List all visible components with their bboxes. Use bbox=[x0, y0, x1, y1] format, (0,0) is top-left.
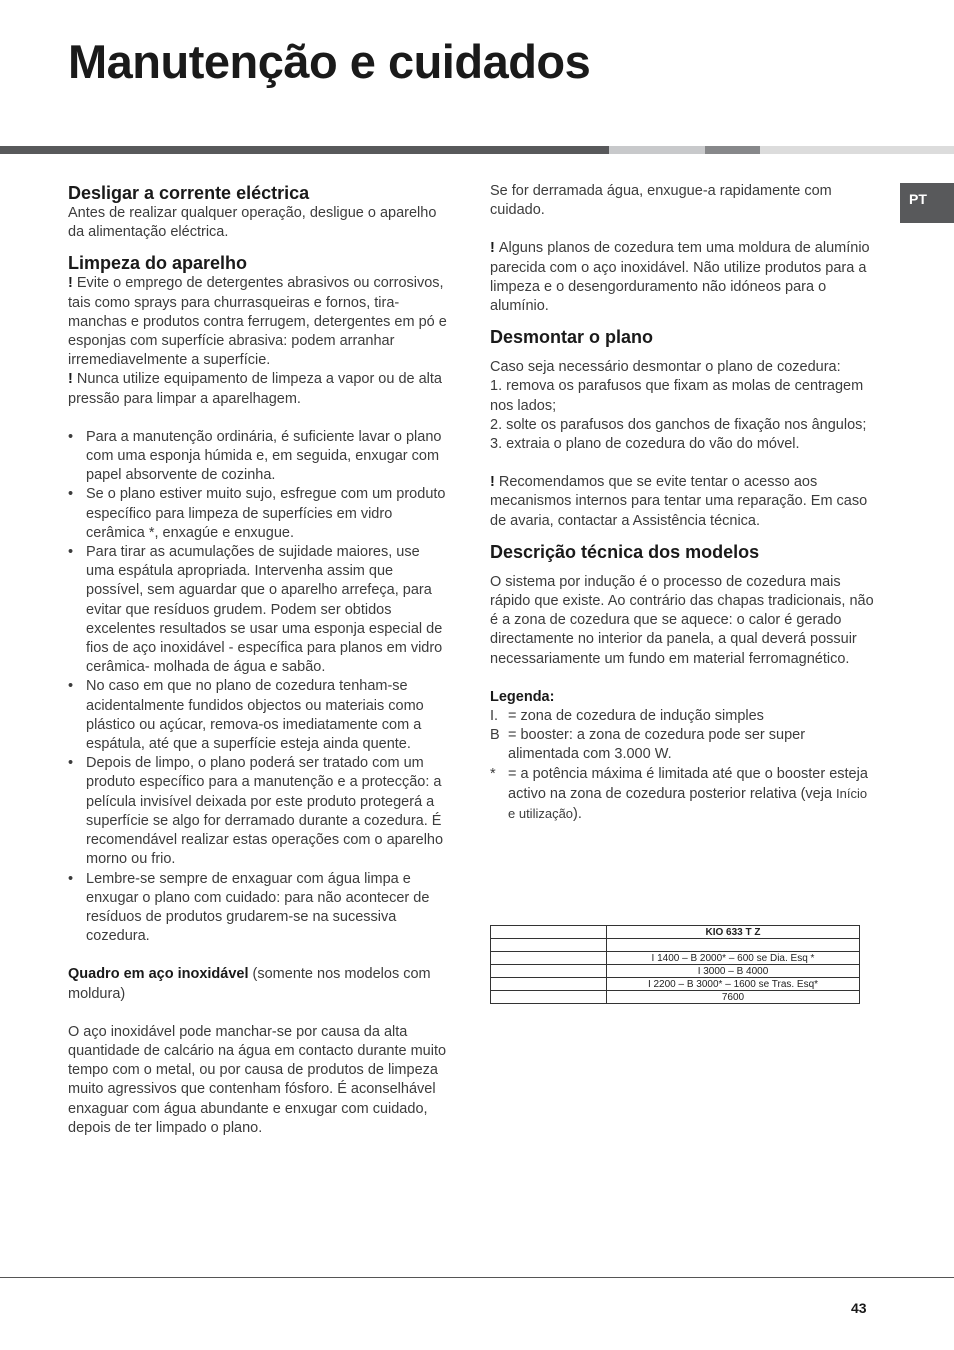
induction-description: O sistema por indução é o processo de cozedura mais rápido que existe. Ao contrário das chapas tradicionais, não é a zona de cozedura que se aquece: o calor é gerado directamente no interior da panela, a qual deverá possuir necessariamente um fundo em material ferromagnético. bbox=[490, 573, 874, 667]
dismantle-step: 3. extraia o plano de cozedura do vão do móvel. bbox=[490, 436, 800, 453]
legend-title: Legenda: bbox=[490, 688, 555, 705]
table-row bbox=[491, 939, 860, 952]
list-item: • Para a manutenção ordinária, é suficiente lavar o plano com uma esponja húmida e, em seguida, enxugar com papel absorvente de cozinha. bbox=[68, 428, 448, 486]
warning-mark: ! bbox=[490, 240, 495, 257]
heading-cleaning: Limpeza do aparelho bbox=[68, 253, 248, 274]
dismantle-step: 2. solte os parafusos dos ganchos de fixação nos ângulos; bbox=[490, 416, 867, 433]
header-bar-dark bbox=[0, 146, 609, 154]
legend-item: * = a potência máxima é limitada até que o booster esteja activo na zona de cozedura posterior relativa (veja Início e utilização). bbox=[490, 765, 868, 823]
list-item: • No caso em que no plano de cozedura tenham-se acidentalmente fundidos objectos ou materiais como plástico ou açúcar, remova-os imediatamente com a espátula, até que a superfície esteja ainda quente. bbox=[68, 677, 448, 754]
header-bar-pale bbox=[760, 146, 954, 154]
dismantle-intro: Caso seja necessário desmontar o plano de cozedura: bbox=[490, 359, 841, 376]
language-tab: PT bbox=[900, 183, 954, 223]
stainless-steel-text: O aço inoxidável pode manchar-se por causa da alta quantidade de calcário na água em contacto durante muito tempo com o metal, ou por causa de produtos de limpeza muito agressivos que contenham fósforo. É aconselhável enxaguar com água abundante e enxugar com cuidado, depois de ter limpado o plano. bbox=[68, 1023, 447, 1136]
table-row: I 2200 – B 3000* – 1600 se Tras. Esq* bbox=[491, 978, 860, 991]
list-item: • Depois de limpo, o plano poderá ser tratado com um produto específico para a manutenção e a protecção: a película invisível deixada por este produto protegerá a superfície se algo for derramado durante a cozedura. É recomendável realizar estas operações com o aparelho morno ou frio. bbox=[68, 754, 448, 869]
legend-item: B = booster: a zona de cozedura pode ser super alimentada com 3.000 W. bbox=[490, 727, 806, 763]
warning-mark: ! bbox=[490, 474, 495, 491]
header-bar-light bbox=[609, 146, 705, 154]
table-row: I 1400 – B 2000* – 600 se Dia. Esq * bbox=[491, 952, 860, 965]
heading-disconnect-power: Desligar a corrente eléctrica bbox=[68, 183, 310, 203]
header-bar-mid bbox=[705, 146, 760, 154]
section-reference: Início e utilização bbox=[508, 785, 868, 822]
dismantle-step: 1. remova os parafusos que fixam as molas de centragem nos lados; bbox=[490, 378, 864, 414]
page-title: Manutenção e cuidados bbox=[68, 35, 591, 88]
repair-warning: ! Recomendamos que se evite tentar o acesso aos mecanismos internos para tentar uma reparação. Em caso de avaria, contactar a Assistência técnica. bbox=[490, 474, 868, 529]
footer-rule bbox=[0, 1277, 954, 1278]
warning-mark: ! bbox=[68, 275, 73, 292]
water-spill-text: Se for derramada água, enxugue-a rapidamente com cuidado. bbox=[490, 183, 832, 219]
heading-technical-description: Descrição técnica dos modelos bbox=[490, 541, 760, 562]
warning-mark: ! bbox=[68, 371, 73, 388]
list-item: • Para tirar as acumulações de sujidade maiores, use uma espátula apropriada. Intervenha assim que possível, sem aguardar que o aparelho arrefeça, para evitar que resíduos grudem. Podem ser obtidos excelentes resultados se usar uma esponja especial de fios de aço inoxidável - específica para planos em vidro cerâmica- molhada de água e sabão. bbox=[68, 543, 448, 677]
right-column bbox=[490, 182, 875, 824]
table-row: 7600 bbox=[491, 991, 860, 1004]
list-item: • Lembre-se sempre de enxaguar com água limpa e enxugar o plano com cuidado: para não acontecer de resíduos de produtos grudarem-se na sucessiva cozedura. bbox=[68, 870, 448, 947]
table-header-model: KIO 633 T Z bbox=[607, 926, 860, 939]
spec-table bbox=[490, 925, 860, 1004]
table-row bbox=[491, 926, 860, 939]
table-row: I 3000 – B 4000 bbox=[491, 965, 860, 978]
stainless-frame-heading: Quadro em aço inoxidável (somente nos modelos com moldura) bbox=[68, 966, 431, 1002]
cleaning-warning-1: ! Evite o emprego de detergentes abrasivos ou corrosivos, tais como sprays para churrasqueiras e fornos, tira-manchas e produtos contra ferrugem, detergentes em pó e esponjas com superfície abrasiva: podem arranhar irremediavelmente a superfície. bbox=[68, 275, 447, 369]
disconnect-power-text: Antes de realizar qualquer operação, desligue o aparelho da alimentação eléctrica. bbox=[68, 205, 437, 241]
legend-item: I. = zona de cozedura de indução simples bbox=[490, 708, 764, 725]
cleaning-warning-2: ! Nunca utilize equipamento de limpeza a vapor ou de alta pressão para limpar a aparelhagem. bbox=[68, 371, 442, 407]
list-item: • Se o plano estiver muito sujo, esfregue com um produto específico para limpeza de superfícies em vidro cerâmica *, enxagúe e enxugue. bbox=[68, 485, 448, 543]
aluminium-warning: ! Alguns planos de cozedura tem uma moldura de alumínio parecida com o aço inoxidável. Não utilize produtos para a limpeza e o desengorduramento não idóneos para o alumínio. bbox=[490, 240, 870, 315]
left-column bbox=[68, 182, 448, 1138]
page-number: 43 bbox=[851, 1300, 867, 1316]
cleaning-bullet-list bbox=[68, 428, 448, 946]
heading-dismantle: Desmontar o plano bbox=[490, 327, 654, 348]
